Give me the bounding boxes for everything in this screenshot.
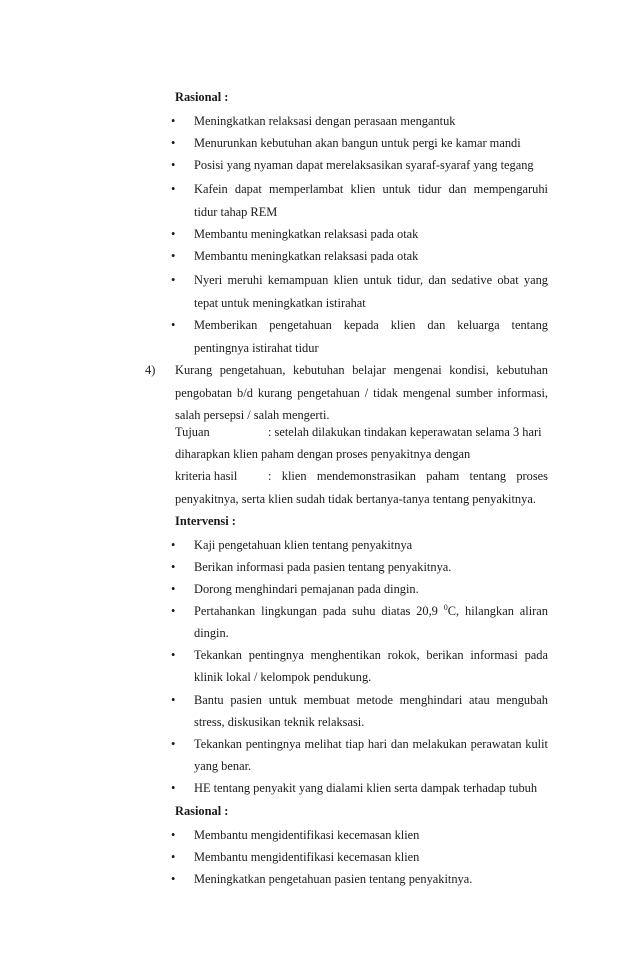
list-item-text: stress, diskusikan teknik relaksasi. bbox=[194, 715, 365, 729]
bullet-icon: • bbox=[171, 318, 176, 332]
section-heading-rasional: Rasional : bbox=[175, 90, 229, 104]
bullet-icon: • bbox=[171, 538, 176, 552]
bullet-icon: • bbox=[171, 604, 176, 618]
diagnosis-text: Kurang pengetahuan, kebutuhan belajar mengenai kondisi, kebutuhan bbox=[175, 363, 548, 377]
bullet-icon: • bbox=[171, 850, 176, 864]
list-item-text: Dorong menghindari pemajanan pada dingin. bbox=[194, 582, 419, 596]
list-item-text: yang benar. bbox=[194, 759, 252, 773]
list-item-text: Kaji pengetahuan klien tentang penyakitnya bbox=[194, 538, 413, 552]
bullet-icon: • bbox=[171, 136, 176, 150]
bullet-icon: • bbox=[171, 781, 176, 795]
list-item-text: Meningkatkan pengetahuan pasien tentang penyakitnya. bbox=[194, 872, 473, 886]
list-item-text: Membantu meningkatkan relaksasi pada otak bbox=[194, 227, 419, 241]
list-item-text: Bantu pasien untuk membuat metode menghindari atau mengubah bbox=[194, 693, 548, 707]
list-item-text: Memberikan pengetahuan kepada klien dan keluarga tentang bbox=[194, 318, 548, 332]
bullet-icon: • bbox=[171, 560, 176, 574]
list-item-text: Meningkatkan relaksasi dengan perasaan mengantuk bbox=[194, 114, 456, 128]
tujuan-text-cont: diharapkan klien paham dengan proses penyakitnya dengan bbox=[175, 447, 471, 461]
bullet-icon: • bbox=[171, 158, 176, 172]
list-item-text: Tekankan pentingnya melihat tiap hari dan melakukan perawatan kulit bbox=[194, 737, 548, 751]
list-item-text: Berikan informasi pada pasien tentang penyakitnya. bbox=[194, 560, 452, 574]
kriteria-text-cont: penyakitnya, serta klien sudah tidak bertanya-tanya tentang penyakitnya. bbox=[175, 492, 536, 506]
list-item-text: dingin. bbox=[194, 626, 229, 640]
bullet-icon: • bbox=[171, 249, 176, 263]
list-item-text: HE tentang penyakit yang dialami klien serta dampak terhadap tubuh bbox=[194, 781, 538, 795]
bullet-icon: • bbox=[171, 114, 176, 128]
bullet-icon: • bbox=[171, 648, 176, 662]
list-item-text: tidur tahap REM bbox=[194, 205, 278, 219]
diagnosis-text: salah persepsi / salah mengerti. bbox=[175, 408, 330, 422]
list-item-text: pentingnya istirahat tidur bbox=[194, 341, 319, 355]
bullet-icon: • bbox=[171, 227, 176, 241]
list-item-text: Menurunkan kebutuhan akan bangun untuk pergi ke kamar mandi bbox=[194, 136, 521, 150]
list-item-text: Tekankan pentingnya menghentikan rokok, berikan informasi pada bbox=[194, 648, 548, 662]
list-item-text: Membantu mengidentifikasi kecemasan klien bbox=[194, 850, 420, 864]
kriteria-text: : klien mendemonstrasikan paham tentang proses bbox=[268, 469, 548, 483]
list-item-text: Kafein dapat memperlambat klien untuk tidur dan mempengaruhi bbox=[194, 182, 548, 196]
tujuan-text: : setelah dilakukan tindakan keperawatan selama 3 hari bbox=[268, 425, 542, 439]
bullet-icon: • bbox=[171, 872, 176, 886]
section-heading-rasional-2: Rasional : bbox=[175, 804, 229, 818]
list-item-text: Membantu mengidentifikasi kecemasan klien bbox=[194, 828, 420, 842]
bullet-icon: • bbox=[171, 828, 176, 842]
list-item-text bbox=[194, 604, 548, 619]
bullet-icon: • bbox=[171, 693, 176, 707]
list-item-text: Membantu meningkatkan relaksasi pada otak bbox=[194, 249, 419, 263]
bullet-icon: • bbox=[171, 582, 176, 596]
list-item-text: klinik lokal / kelompok pendukung. bbox=[194, 670, 372, 684]
bullet-icon: • bbox=[171, 182, 176, 196]
list-item-text: tepat untuk meningkatkan istirahat bbox=[194, 296, 366, 310]
diagnosis-text: pengobatan b/d kurang pengetahuan / tidak mengenal sumber informasi, bbox=[175, 386, 548, 400]
list-item-text: Nyeri meruhi kemampuan klien untuk tidur, dan sedative obat yang bbox=[194, 273, 548, 287]
section-heading-intervensi: Intervensi : bbox=[175, 514, 236, 528]
item-number: 4) bbox=[145, 363, 156, 377]
temperature-unit-text: C, hilangkan aliran bbox=[447, 604, 548, 618]
bullet-icon: • bbox=[171, 737, 176, 751]
kriteria-label: kriteria hasil bbox=[175, 469, 238, 483]
tujuan-label: Tujuan bbox=[175, 425, 210, 439]
bullet-icon: • bbox=[171, 273, 176, 287]
list-item-text: Posisi yang nyaman dapat merelaksasikan syaraf-syaraf yang tegang bbox=[194, 158, 534, 172]
degree-superscript: 0 bbox=[443, 602, 448, 612]
temperature-text: Pertahankan lingkungan pada suhu diatas 20,9 bbox=[194, 604, 444, 618]
